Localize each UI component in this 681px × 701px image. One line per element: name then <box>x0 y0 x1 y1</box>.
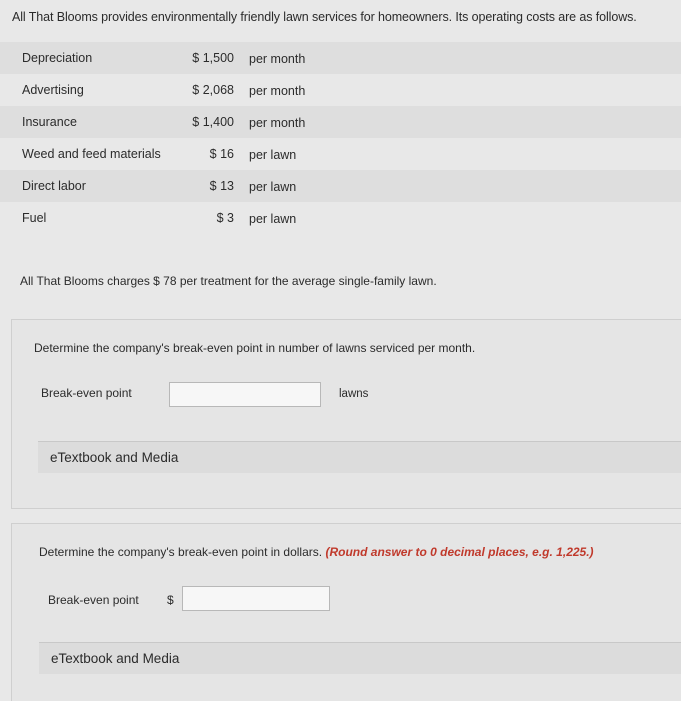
cost-row-fuel <box>0 202 681 234</box>
cost-amount: $ 1,500 <box>192 51 234 65</box>
cost-label: Advertising <box>22 83 84 97</box>
cost-amount: $ 1,400 <box>192 115 234 129</box>
etextbook-media-button[interactable] <box>38 441 681 473</box>
cost-row-weed-feed <box>0 138 681 170</box>
question-panel-lawns <box>11 319 681 509</box>
cost-label: Weed and feed materials <box>22 147 161 161</box>
question-panel-dollars <box>11 523 681 701</box>
break-even-label: Break-even point <box>41 386 132 400</box>
cost-unit: per lawn <box>249 180 297 194</box>
cost-row-direct-labor <box>0 170 681 202</box>
question-text: Determine the company's break-even point in number of lawns serviced per month. <box>34 341 476 355</box>
cost-unit: per lawn <box>249 148 297 162</box>
cost-unit: per lawn <box>249 212 297 226</box>
break-even-lawns-input[interactable] <box>169 382 321 407</box>
cost-label: Fuel <box>22 211 47 225</box>
cost-amount: $ 3 <box>216 211 234 225</box>
question-main: Determine the company's break-even point in dollars. <box>39 545 323 559</box>
cost-unit: per month <box>249 84 306 98</box>
cost-unit: per month <box>249 52 306 66</box>
cost-row-insurance <box>0 106 681 138</box>
rounding-note: (Round answer to 0 decimal places, e.g. 1,225.) <box>325 545 594 559</box>
etextbook-media-label: eTextbook and Media <box>51 651 180 666</box>
break-even-label: Break-even point <box>48 593 139 607</box>
cost-amount: $ 2,068 <box>192 83 234 97</box>
problem-intro: All That Blooms provides environmentally friendly lawn services for homeowners. Its operating costs are as follows. <box>12 10 637 24</box>
cost-row-advertising <box>0 74 681 106</box>
cost-unit: per month <box>249 116 306 130</box>
cost-amount: $ 16 <box>209 147 234 161</box>
dollar-sign: $ <box>167 593 174 607</box>
cost-label: Direct labor <box>22 179 86 193</box>
cost-label: Insurance <box>22 115 77 129</box>
cost-amount: $ 13 <box>209 179 234 193</box>
cost-row-depreciation <box>0 42 681 74</box>
break-even-dollars-input[interactable] <box>182 586 330 611</box>
etextbook-media-button[interactable] <box>39 642 681 674</box>
lawns-unit: lawns <box>339 388 369 400</box>
question-text <box>39 545 594 559</box>
cost-label: Depreciation <box>22 51 93 65</box>
etextbook-media-label: eTextbook and Media <box>50 450 179 465</box>
charge-statement: All That Blooms charges $ 78 per treatment for the average single-family lawn. <box>20 274 437 288</box>
